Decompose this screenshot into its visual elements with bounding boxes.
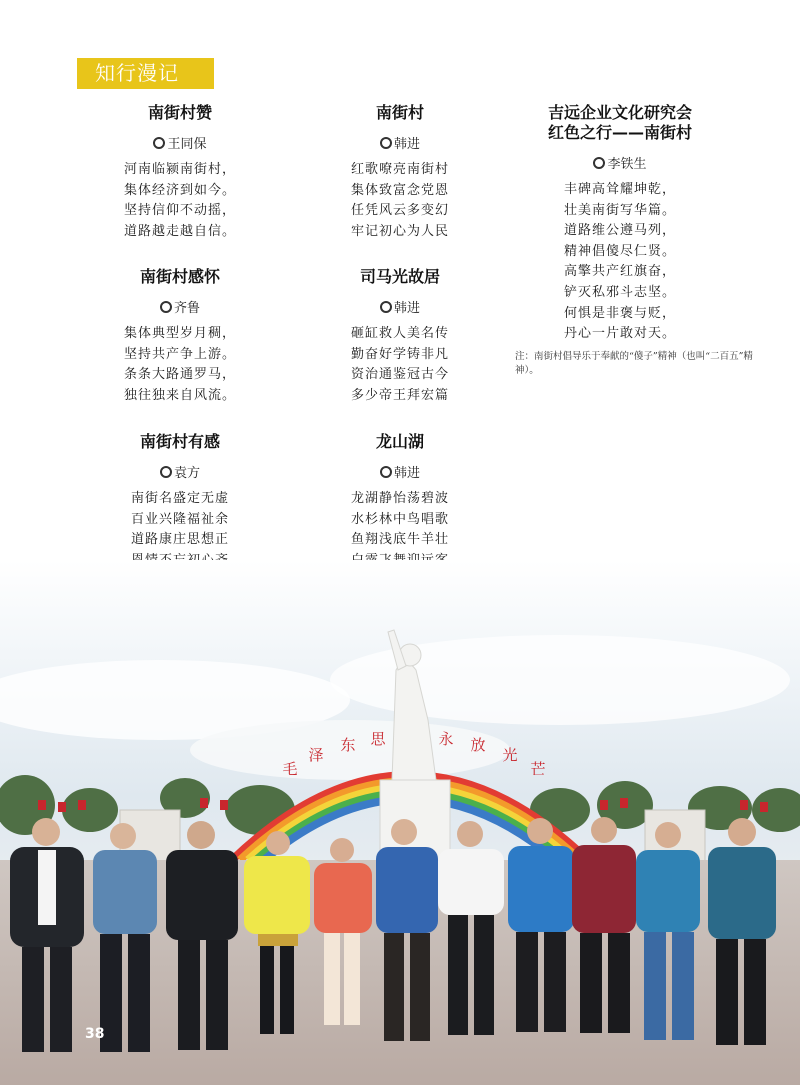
author-circle-icon xyxy=(380,301,392,313)
poem-title: 南街村 xyxy=(375,103,424,122)
svg-text:东: 东 xyxy=(340,736,356,754)
poem-author: 李铁生 xyxy=(520,153,720,172)
poem-line: 道路维公遵马列， xyxy=(563,223,676,239)
poem-nanjiecun-ganhuai xyxy=(105,267,255,406)
page-number: 38 xyxy=(85,1026,105,1042)
poem-line: 水杉林中鸟唱歌 xyxy=(350,511,449,527)
poem-line: 铲灭私邪斗志坚。 xyxy=(563,284,676,300)
poem-line: 坚持信仰不动摇， xyxy=(123,203,236,219)
poem-line: 丹心一片敢对天。 xyxy=(563,326,676,342)
poem-line: 坚持共产争上游。 xyxy=(123,346,236,362)
poem-line: 丰碑高耸耀坤乾， xyxy=(563,182,676,197)
svg-text:永: 永 xyxy=(438,730,454,748)
poem-line: 集体典型岁月稠， xyxy=(123,326,236,341)
poem-line: 南街名盛定无虚 xyxy=(130,491,229,506)
poem-line: 高擎共产红旗奋， xyxy=(563,264,676,280)
poem-title: 吉远企业文化研究会 红色之行——南街村 xyxy=(547,103,692,142)
poem-line: 河南临颍南街村， xyxy=(123,162,236,177)
poem-author: 齐鲁 xyxy=(105,297,255,316)
poem-author: 韩进 xyxy=(325,462,475,481)
author-circle-icon xyxy=(160,466,172,478)
poem-title: 龙山湖 xyxy=(375,432,424,451)
author-circle-icon xyxy=(380,466,392,478)
poem-line: 多少帝王拜宏篇 xyxy=(350,387,449,403)
author-circle-icon xyxy=(593,157,605,169)
author-circle-icon xyxy=(160,301,172,313)
poem-line: 道路康庄思想正 xyxy=(130,532,229,548)
poem-line: 砸缸救人美名传 xyxy=(350,326,449,341)
svg-text:芒: 芒 xyxy=(530,760,546,778)
poem-author: 韩进 xyxy=(325,297,475,316)
poem-nanjiecun-zan xyxy=(105,103,255,242)
svg-text:光: 光 xyxy=(502,746,518,764)
poem-line: 红歌嘹亮南街村 xyxy=(350,162,449,177)
poem-title: 南街村赞 xyxy=(147,103,212,122)
poem-line: 集体致富念党恩 xyxy=(350,182,449,198)
poem-author: 韩进 xyxy=(325,133,475,152)
section-tag: 知行漫记 xyxy=(77,58,214,89)
svg-text:放: 放 xyxy=(470,736,486,754)
poem-line: 独往独来自风流。 xyxy=(123,387,236,403)
poem-title: 南街村感怀 xyxy=(139,267,220,286)
poem-title: 南街村有感 xyxy=(139,432,220,451)
author-circle-icon xyxy=(380,137,392,149)
group-photo-illustration xyxy=(0,560,800,1085)
poem-line: 精神倡傻尽仁贤。 xyxy=(563,243,676,259)
poem-line: 百业兴隆福祉余 xyxy=(130,511,229,527)
poem-jiyuan-hongse xyxy=(520,103,720,345)
poem-line: 何惧是非褒与贬， xyxy=(563,305,676,321)
poem-title: 司马光故居 xyxy=(359,267,440,286)
poem-author: 王同保 xyxy=(105,133,255,152)
footnote: 注：南街村倡导乐于奉献的“傻子”精神（也叫“二百五”精神）。 xyxy=(515,351,753,376)
svg-text:泽: 泽 xyxy=(308,746,324,764)
group-photo xyxy=(0,560,800,1085)
poem-line: 条条大路通罗马， xyxy=(123,367,236,383)
poem-line: 勤奋好学铸非凡 xyxy=(350,346,449,362)
poem-line: 集体经济到如今。 xyxy=(123,182,236,198)
author-circle-icon xyxy=(153,137,165,149)
poem-line: 壮美南街写华篇。 xyxy=(563,202,676,218)
poem-line: 牢记初心为人民 xyxy=(350,223,449,239)
poem-author: 袁方 xyxy=(105,462,255,481)
poem-line: 道路越走越自信。 xyxy=(123,223,236,239)
poem-longshanhu xyxy=(325,432,475,571)
poem-nanjiecun xyxy=(325,103,475,242)
poem-line: 龙湖静怡荡碧波 xyxy=(350,491,449,506)
poem-line: 任凭风云多变幻 xyxy=(350,203,449,219)
poem-line: 鱼翔浅底牛羊壮 xyxy=(350,532,449,548)
svg-text:思: 思 xyxy=(370,730,386,748)
svg-text:毛: 毛 xyxy=(282,760,298,778)
poem-simaguang-guju xyxy=(325,267,475,406)
poem-line: 资治通鉴冠古今 xyxy=(350,367,449,383)
